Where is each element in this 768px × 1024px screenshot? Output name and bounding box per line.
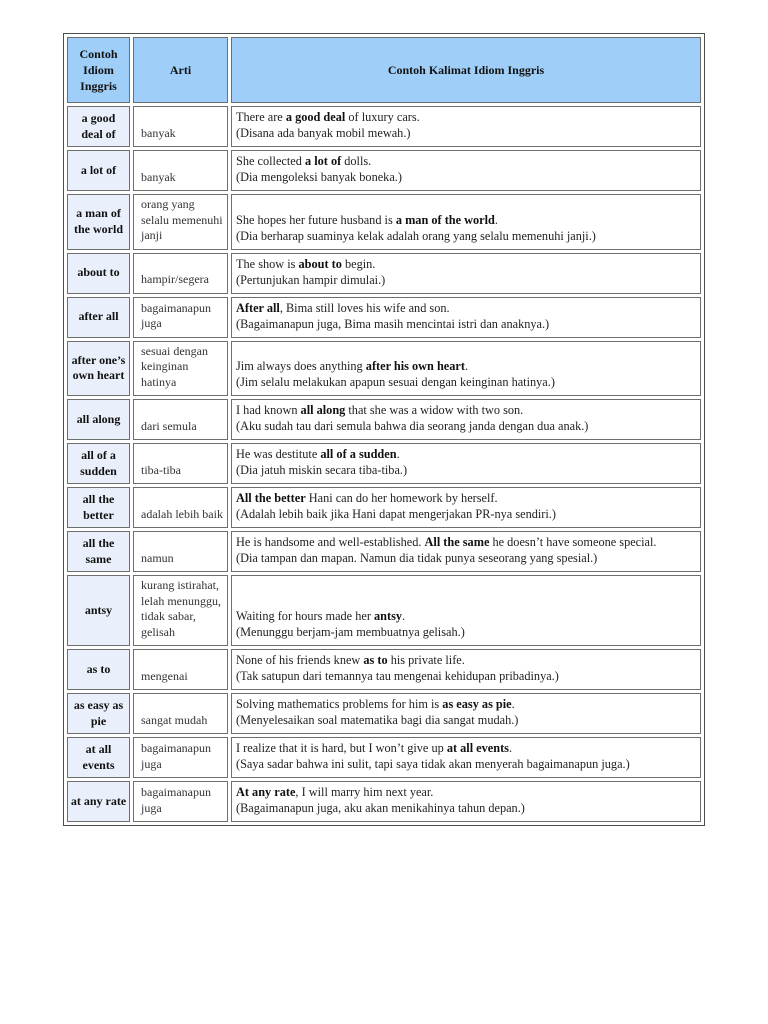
table-header: [67, 37, 701, 103]
arti-cell: kurang istirahat, lelah menunggu, tidak sabar, gelisah: [133, 575, 228, 646]
sentence-text: .: [464, 359, 469, 373]
example-sentence: [236, 256, 697, 272]
example-translation: (Dia berharap suaminya kelak adalah orang yang selalu memenuhi janji.): [236, 228, 596, 243]
sentence-text: , I will marry him next year.: [295, 785, 434, 799]
example-sentence: [236, 652, 697, 668]
example-sentence: [236, 300, 697, 316]
sentence-text: .: [508, 741, 513, 755]
idiom-cell: at any rate: [67, 781, 130, 822]
header-arti: Arti: [133, 37, 228, 103]
header-row: [67, 37, 701, 103]
table-body: [67, 106, 701, 822]
idiom-cell: at all events: [67, 737, 130, 778]
sentence-text: Solving mathematics problems for him is: [236, 697, 443, 711]
example-sentence: [236, 212, 697, 228]
example-cell: [231, 575, 701, 646]
arti-cell: dari semula: [133, 399, 228, 440]
sentence-text: I had known: [236, 403, 301, 417]
sentence-text: .: [396, 447, 400, 461]
arti-cell: bagaimanapun juga: [133, 297, 228, 338]
arti-cell: sangat mudah: [133, 693, 228, 734]
example-sentence: [236, 153, 697, 169]
idiom-highlight: as easy as pie: [442, 697, 512, 711]
table-row: [67, 531, 701, 572]
example-translation: (Bagaimanapun juga, aku akan menikahinya tahun depan.): [236, 801, 525, 815]
example-sentence: [236, 740, 697, 756]
arti-cell: mengenai: [133, 649, 228, 690]
idiom-highlight: a good deal: [285, 110, 346, 124]
example-sentence: [236, 402, 697, 418]
example-cell: [231, 297, 701, 338]
header-example: Contoh Kalimat Idiom Inggris: [231, 37, 701, 103]
example-cell: [231, 487, 701, 528]
sentence-text: that she was a widow with two son.: [345, 403, 524, 417]
idiom-highlight: about to: [298, 256, 342, 271]
arti-cell: bagaimanapun juga: [133, 781, 228, 822]
idiom-cell: all along: [67, 399, 130, 440]
table-row: [67, 649, 701, 690]
idiom-highlight: all of a sudden: [320, 447, 397, 461]
table-row: [67, 575, 701, 646]
idiom-highlight: After all: [236, 300, 280, 315]
sentence-text: he doesn’t have someone special.: [489, 535, 657, 549]
example-translation: (Aku sudah tau dari semula bahwa dia seorang janda dengan dua anak.): [236, 419, 589, 433]
sentence-text: The show is: [236, 256, 299, 271]
arti-cell: banyak: [133, 106, 228, 147]
arti-cell: orang yang selalu memenuhi janji: [133, 194, 228, 250]
idiom-cell: all the same: [67, 531, 130, 572]
sentence-text: Hani can do her homework by herself.: [305, 491, 498, 505]
sentence-text: his private life.: [387, 653, 465, 667]
table-row: [67, 253, 701, 294]
example-translation: (Dia jatuh miskin secara tiba-tiba.): [236, 463, 408, 477]
idiom-cell: a man of the world: [67, 194, 130, 250]
example-translation: (Menunggu berjam-jam membuatnya gelisah.): [236, 625, 465, 639]
idiom-highlight: at all events: [446, 741, 509, 755]
example-translation: (Tak satupun dari temannya tau mengenai kehidupan pribadinya.): [236, 669, 559, 683]
example-sentence: [236, 784, 697, 800]
table-row: [67, 443, 701, 484]
idiom-highlight: as to: [363, 653, 388, 667]
example-cell: [231, 781, 701, 822]
sentence-text: I realize that it is hard, but I won’t give up: [236, 741, 447, 755]
arti-cell: hampir/segera: [133, 253, 228, 294]
idiom-highlight: All the better: [236, 491, 306, 505]
example-translation: (Dia tampan dan mapan. Namun dia tidak punya seseorang yang spesial.): [236, 551, 598, 565]
arti-cell: adalah lebih baik: [133, 487, 228, 528]
sentence-text: Waiting for hours made her: [236, 609, 374, 623]
example-sentence: [236, 358, 697, 374]
idiom-cell: after all: [67, 297, 130, 338]
sentence-text: of luxury cars.: [345, 110, 420, 124]
idiom-cell: antsy: [67, 575, 130, 646]
table-row: [67, 341, 701, 397]
example-cell: [231, 737, 701, 778]
example-sentence: [236, 534, 697, 550]
arti-cell: namun: [133, 531, 228, 572]
idiom-cell: a lot of: [67, 150, 130, 191]
example-cell: [231, 443, 701, 484]
sentence-text: , Bima still loves his wife and son.: [279, 300, 450, 315]
header-idiom: Contoh Idiom Inggris: [67, 37, 130, 103]
example-sentence: [236, 490, 697, 506]
idiom-highlight: a man of the world: [395, 212, 495, 227]
example-translation: (Dia mengoleksi banyak boneka.): [236, 170, 402, 184]
sentence-text: She hopes her future husband is: [236, 212, 396, 227]
example-cell: [231, 150, 701, 191]
sentence-text: begin.: [341, 256, 376, 271]
idiom-highlight: antsy: [374, 609, 403, 623]
arti-cell: sesuai dengan keinginan hatinya: [133, 341, 228, 397]
idiom-highlight: At any rate: [236, 785, 296, 799]
sentence-text: He was destitute: [236, 447, 321, 461]
arti-cell: bagaimanapun juga: [133, 737, 228, 778]
example-cell: [231, 341, 701, 397]
table-row: [67, 297, 701, 338]
sentence-text: He is handsome and well-established.: [236, 535, 425, 549]
example-cell: [231, 194, 701, 250]
idiom-highlight: all along: [300, 403, 346, 417]
table-row: [67, 150, 701, 191]
table-row: [67, 106, 701, 147]
sentence-text: .: [494, 212, 498, 227]
example-cell: [231, 399, 701, 440]
table-row: [67, 194, 701, 250]
idiom-highlight: All the same: [424, 535, 490, 549]
example-cell: [231, 531, 701, 572]
table-row: [67, 693, 701, 734]
sentence-text: There are: [236, 110, 286, 124]
example-translation: (Disana ada banyak mobil mewah.): [236, 126, 411, 140]
sentence-text: dolls.: [341, 154, 372, 168]
sentence-text: .: [402, 609, 406, 623]
table-row: [67, 487, 701, 528]
example-cell: [231, 253, 701, 294]
example-translation: (Pertunjukan hampir dimulai.): [236, 272, 386, 287]
example-translation: (Adalah lebih baik jika Hani dapat mengerjakan PR-nya sendiri.): [236, 507, 556, 521]
example-translation: (Jim selalu melakukan apapun sesuai dengan keinginan hatinya.): [236, 375, 555, 389]
idiom-highlight: after his own heart: [365, 359, 465, 373]
idiom-cell: a good deal of: [67, 106, 130, 147]
idiom-cell: as easy as pie: [67, 693, 130, 734]
arti-cell: banyak: [133, 150, 228, 191]
idiom-cell: as to: [67, 649, 130, 690]
example-sentence: [236, 608, 697, 624]
idiom-cell: all the better: [67, 487, 130, 528]
idiom-cell: about to: [67, 253, 130, 294]
table-row: [67, 781, 701, 822]
example-sentence: [236, 109, 697, 125]
example-cell: [231, 693, 701, 734]
idiom-table: [63, 33, 705, 826]
example-sentence: [236, 446, 697, 462]
example-translation: (Menyelesaikan soal matematika bagi dia sangat mudah.): [236, 713, 519, 727]
sentence-text: Jim always does anything: [236, 359, 366, 373]
sentence-text: .: [511, 697, 515, 711]
example-cell: [231, 106, 701, 147]
example-translation: (Bagaimanapun juga, Bima masih mencintai istri dan anaknya.): [236, 316, 550, 331]
example-sentence: [236, 696, 697, 712]
idiom-cell: after one’s own heart: [67, 341, 130, 397]
example-translation: (Saya sadar bahwa ini sulit, tapi saya tidak akan menyerah bagaimanapun juga.): [236, 757, 630, 771]
sentence-text: None of his friends knew: [236, 653, 364, 667]
idiom-cell: all of a sudden: [67, 443, 130, 484]
table-row: [67, 399, 701, 440]
example-cell: [231, 649, 701, 690]
arti-cell: tiba-tiba: [133, 443, 228, 484]
table-row: [67, 737, 701, 778]
sentence-text: She collected: [236, 154, 305, 168]
idiom-highlight: a lot of: [304, 154, 342, 168]
